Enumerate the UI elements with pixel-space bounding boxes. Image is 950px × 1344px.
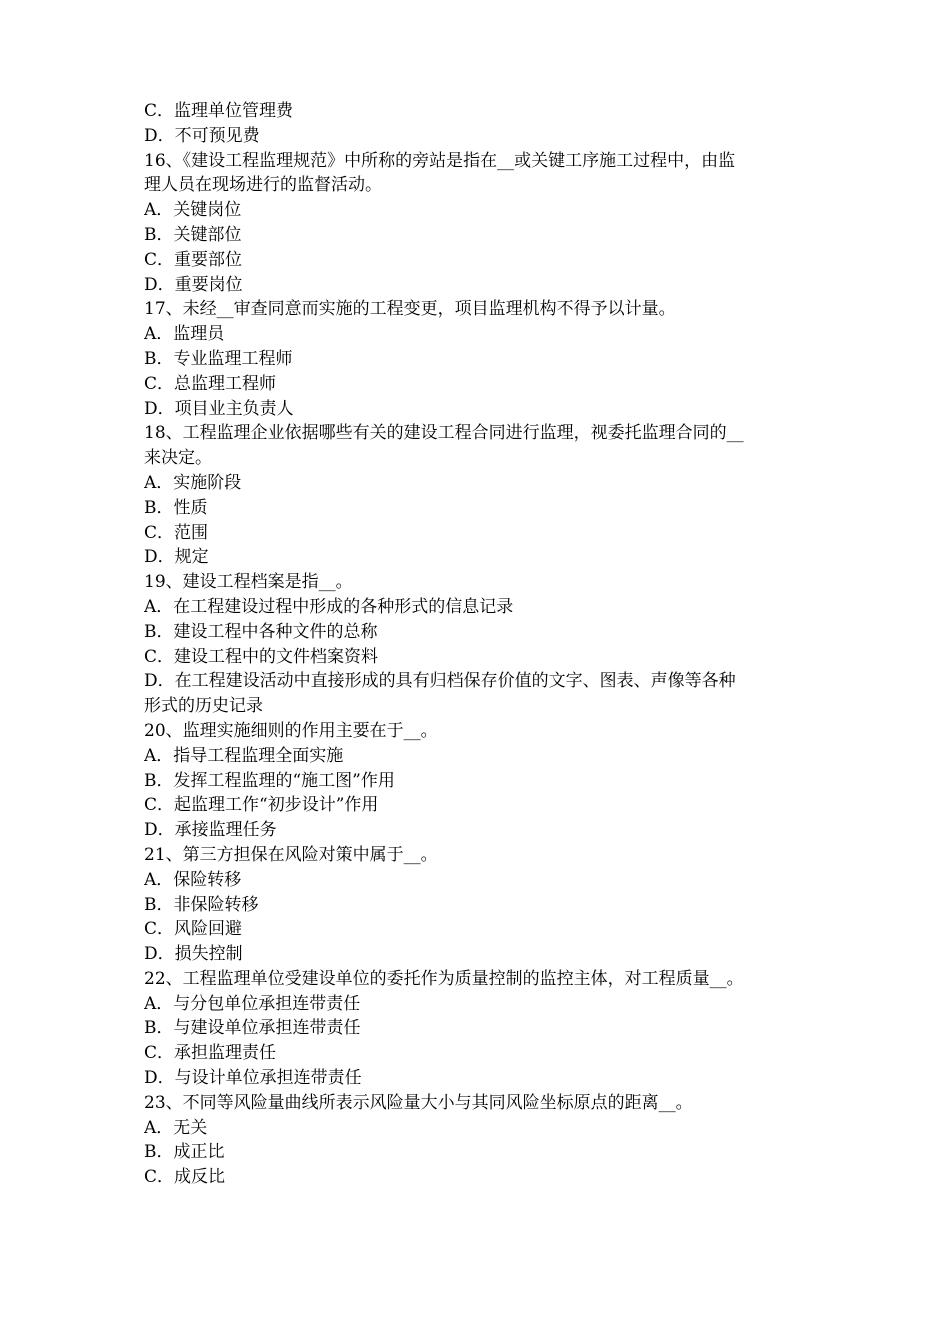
q18-option-c: C．范围	[144, 522, 209, 543]
q18-option-a: A．实施阶段	[144, 472, 242, 493]
q16-option-b: B．关键部位	[144, 224, 242, 245]
q18-option-d: D．规定	[144, 547, 209, 568]
q19-option-a: A．在工程建设过程中形成的各种形式的信息记录	[144, 596, 514, 617]
q19-option-d-cont: 形式的历史记录	[144, 696, 263, 717]
q21-option-c: C．风险回避	[144, 919, 243, 940]
q22-option-a: A．与分包单位承担连带责任	[144, 993, 361, 1014]
option-d-text: D．不可预见费	[144, 125, 260, 146]
q22-option-d: D．与设计单位承担连带责任	[144, 1068, 362, 1089]
q23-option-a: A．无关	[144, 1117, 208, 1138]
q20-option-d: D．承接监理任务	[144, 820, 277, 841]
q21-option-d: D．损失控制	[144, 944, 243, 965]
q21-option-a: A．保险转移	[144, 869, 242, 890]
question-19-text: 19、建设工程档案是指__。	[144, 572, 353, 593]
q16-option-a: A．关键岗位	[144, 200, 242, 221]
question-17-text: 17、未经__审查同意而实施的工程变更，项目监理机构不得予以计量。	[144, 299, 676, 320]
q22-option-c: C．承担监理责任	[144, 1043, 277, 1064]
q20-option-b: B．发挥工程监理的“施工图”作用	[144, 770, 395, 791]
q19-option-b: B．建设工程中各种文件的总称	[144, 621, 378, 642]
question-16-text: 16、《建设工程监理规范》中所称的旁站是指在__或关键工序施工过程中，由监	[144, 150, 736, 171]
q18-option-b: B．性质	[144, 497, 208, 518]
q23-option-c: C．成反比	[144, 1167, 226, 1188]
q17-option-c: C．总监理工程师	[144, 373, 277, 394]
q22-option-b: B．与建设单位承担连带责任	[144, 1018, 361, 1039]
question-23-text: 23、不同等风险量曲线所表示风险量大小与其同风险坐标原点的距离__。	[144, 1092, 693, 1113]
q16-option-c: C．重要部位	[144, 249, 243, 270]
q17-option-a: A．监理员	[144, 324, 225, 345]
q19-option-c: C．建设工程中的文件档案资料	[144, 646, 379, 667]
q17-option-d: D．项目业主负责人	[144, 398, 294, 419]
q16-option-d: D．重要岗位	[144, 274, 243, 295]
q21-option-b: B．非保险转移	[144, 894, 259, 915]
q20-option-c: C．起监理工作“初步设计”作用	[144, 795, 379, 816]
q20-option-a: A．指导工程监理全面实施	[144, 745, 344, 766]
q19-option-d: D．在工程建设活动中直接形成的具有归档保存价值的文字、图表、声像等各种	[144, 671, 736, 692]
q23-option-b: B．成正比	[144, 1142, 225, 1163]
question-16-text-cont: 理人员在现场进行的监督活动。	[144, 175, 382, 196]
question-21-text: 21、第三方担保在风险对策中属于__。	[144, 844, 438, 865]
question-18-text-cont: 来决定。	[144, 448, 212, 469]
document-page	[144, 99, 814, 1190]
question-18-text: 18、工程监理企业依据哪些有关的建设工程合同进行监理，视委托监理合同的__	[144, 423, 744, 444]
q17-option-b: B．专业监理工程师	[144, 348, 293, 369]
question-20-text: 20、监理实施细则的作用主要在于__。	[144, 720, 438, 741]
question-22-text: 22、工程监理单位受建设单位的委托作为质量控制的监控主体，对工程质量__。	[144, 968, 744, 989]
option-c-text: C．监理单位管理费	[144, 101, 294, 121]
